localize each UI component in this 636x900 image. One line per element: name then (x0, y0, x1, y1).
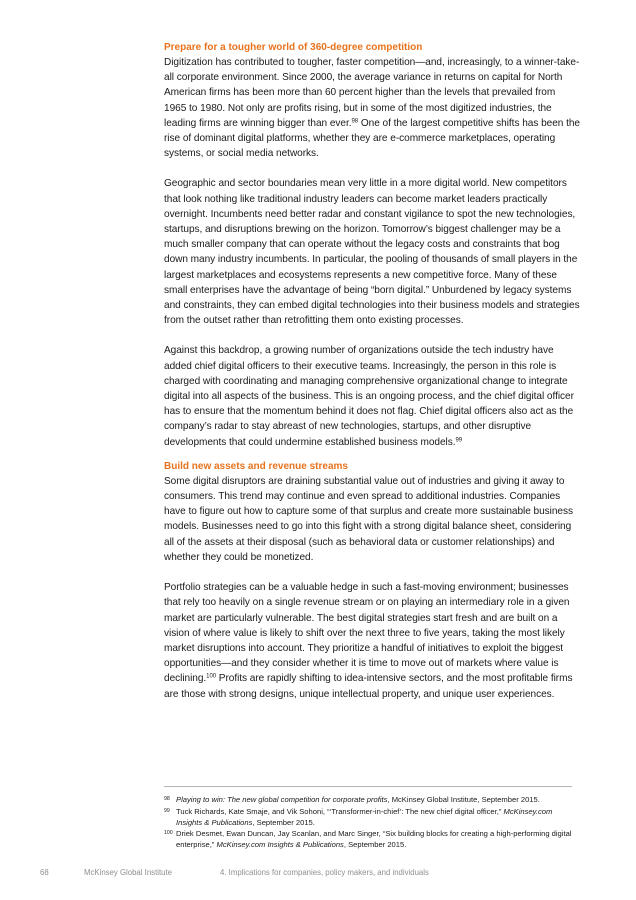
main-content (164, 40, 580, 702)
footnote-ref[interactable]: 98 (351, 118, 359, 125)
footnote-number: 99 (164, 807, 170, 814)
paragraph: Against this backdrop, a growing number of organizations outside the tech industry have added chief digital officers to their executive teams. Increasingly, the person in this role is charged with coordinating and managing comprehensive organizational change to integrate digital into all aspects of the business. This is an ongoing process, and the chief digital officer has to ensure that the momentum behind it does not flag. Chief digital officers also act as the company’s radar to stay abreast of new technologies, startups, and other disruptive developments that could undermine established business models.$^{99}$ (164, 345, 574, 448)
section-heading: Prepare for a tougher world of 360-degree competition (164, 42, 423, 53)
footer-chapter: 4. Implications for companies, policy makers, and individuals (220, 868, 429, 877)
footnote: 98 Playing to win: The new global competition for corporate profits, McKinsey Global Institute, September 2015. (164, 795, 540, 804)
footnote: 100 Driek Desmet, Ewan Duncan, Jay Scanlan, and Marc Singer, “Six building blocks for creating a high-performing digital enterprise,” McKinsey.com Insights & Publications, September 2015. (164, 829, 572, 850)
page-footer (0, 868, 636, 880)
footnote-ref[interactable]: 99 (455, 437, 463, 444)
section-heading: Build new assets and revenue streams (164, 460, 348, 472)
footnote-number: 100 (164, 830, 173, 837)
paragraph: Digitization has contributed to tougher, faster competition—and, increasingly, to a winner-take-all corporate environment. Since 2000, the average variance in returns on capital for North American firms has been more than 60 percent higher than the levels that prevailed from 1965 to 1980. Not only are profits rising, but in some of the most digitized industries, the leading firms are winning bigger than ever.$^{98}$ One of the largest competitive shifts has been the rise of dominant digital platforms, whether they are e-commerce marketplaces, operating systems, or social media networks. (164, 57, 580, 160)
paragraph: Geographic and sector boundaries mean very little in a more digital world. New competitors that look nothing like traditional industry leaders can become market leaders practically overnight. Incumbents need better radar and constant vigilance to spot the new technologies, startups, and disruptions brewing on the horizon. Tomorrow’s biggest challenger may be a much smaller company that can operate without the legacy costs and constraints that bog down many industry incumbents. In particular, the pooling of thousands of small players in the largest marketplaces and ecosystems represents a new competitive force. Many of these small enterprises have the advantage of being “born digital.” Unburdened by legacy systems and constraints, they can embed digital technologies into their business models and strategies from the outset rather than retrofitting them onto existing processes. (164, 178, 580, 327)
footnote-number: 98 (164, 796, 170, 802)
footnote-divider (164, 786, 572, 787)
page-number: 68 (40, 868, 49, 877)
footnote-ref[interactable]: 100 (206, 673, 217, 680)
paragraph: Portfolio strategies can be a valuable hedge in such a fast-moving environment; businesses that rely too heavily on a single revenue stream or on playing an intermediary role in a given market are particularly vulnerable. The best digital strategies start fresh and are built on a vision of where value is likely to shift over the next three to five years, taking the most likely market disruptions into account. They prioritize a handful of initiatives to exploit the biggest opportunities—and they consider whether it is time to move out of markets where value is declining.$^{100}$ Profits are rapidly shifting to idea-intensive sectors, and the most profitable firms are those with strong designs, unique intellectual property, and unique user experiences. (164, 582, 573, 700)
footnote: 99 Tuck Richards, Kate Smaje, and Vik Sohoni, “‘Transformer-in-chief’: The new chief digital officer,” McKinsey.com Insights & Publications, September 2015. (164, 806, 553, 827)
paragraph: Some digital disruptors are draining substantial value out of industries and giving it away to consumers. This trend may continue and even spread to additional industries. Companies have to figure out how to capture some of that surplus and create more sustainable business models. Businesses need to go into this fight with a strong digital balance sheet, considering all of the assets at their disposal (such as behavioral data or customer relationships) and whether they could be monetized. (164, 475, 573, 563)
footnotes (164, 795, 580, 852)
footer-organization: McKinsey Global Institute (84, 868, 172, 877)
